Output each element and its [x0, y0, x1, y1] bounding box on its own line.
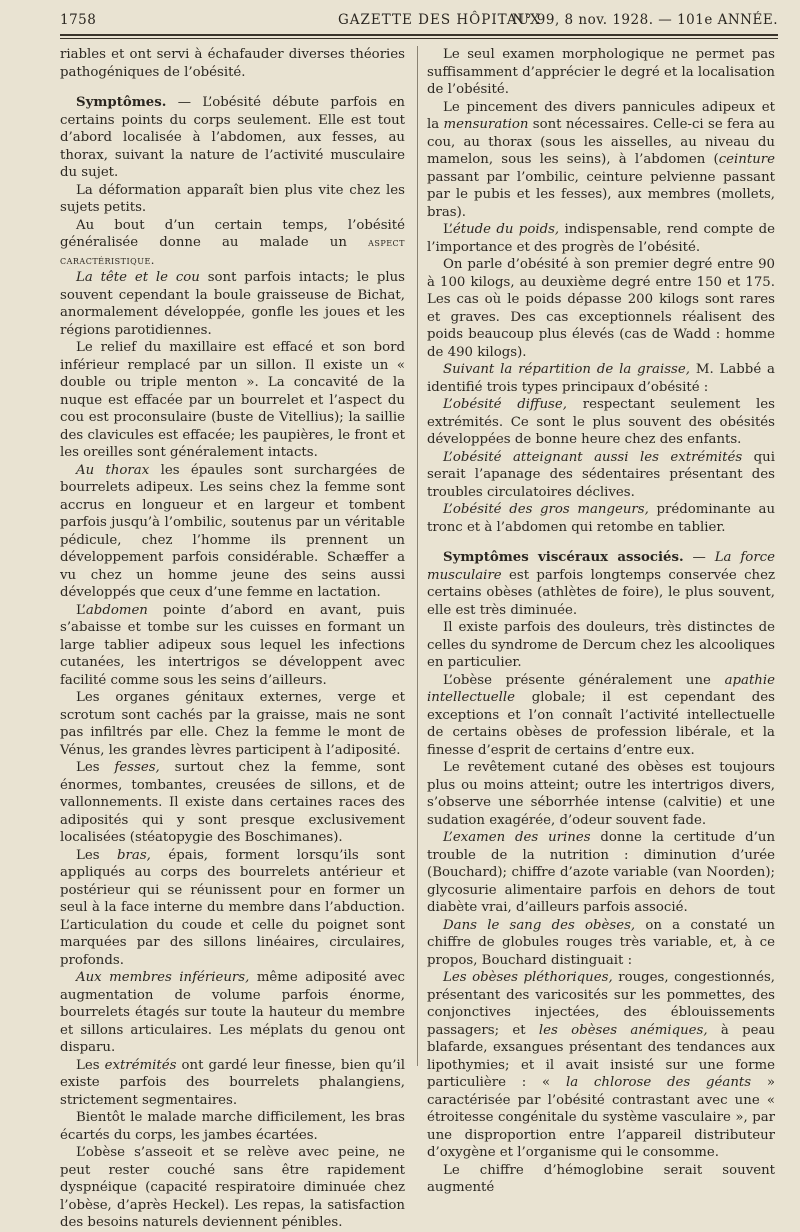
- text-run: Les organes génitaux externes, verge et scrotum sont cachés par la graisse, mais ne sont pas infiltrés par elle. Chez la femme le mont de Vénus, les grandes lèvres participent à l’adiposité.: [60, 690, 405, 758]
- text-run: même adiposité avec augmentation de volume parfois énorme, bourrelets étagés sur toute la hauteur du membre et sillons articulaires. Les méplats du genou ont disparu.: [60, 970, 406, 1055]
- text-run: M. Labbé a identifié trois types principaux d’obésité :: [427, 362, 775, 395]
- text-run: respectant seulement les extrémités. Ce sont le plus souvent des obésités développées de bonne heure chez des enfants.: [427, 397, 775, 447]
- paragraph: [427, 46, 775, 99]
- text-run: rouges, congestionnés, présentant des varicosités sur les pommettes, des conjonctives injectées, des éblouissements passagers; et: [427, 970, 775, 1038]
- italic-term: extrémités: [104, 1057, 177, 1073]
- text-run: Le pincement des divers pannicules adipeux et la: [427, 99, 775, 132]
- text-run: Le seul examen morphologique ne permet pas suffisamment d’apprécier le degré et la localisation de l’obésité.: [427, 47, 775, 97]
- text-run: qui serait l’apanage des sédentaires présentant des troubles circulatoires déclives.: [427, 449, 775, 500]
- paragraph: [60, 46, 405, 81]
- paragraph: [60, 1144, 405, 1232]
- text-run: La déformation apparaît bien plus vite chez les sujets petits.: [60, 182, 405, 215]
- italic-term: L’obésité atteignant aussi les extrémités: [443, 449, 743, 465]
- paragraph: [60, 1109, 405, 1144]
- text-run: sont parfois intacts; le plus souvent cependant la boule graisseuse de Bichat, anormalement développée, gonfle les joues et les régions parotidiennes.: [60, 270, 406, 338]
- paragraph: [427, 449, 775, 502]
- section-heading: Symptômes viscéraux associés.: [443, 550, 684, 565]
- italic-term: Aux membres inférieurs,: [76, 970, 250, 985]
- left-column: [60, 46, 405, 1232]
- paragraph: [60, 969, 405, 1057]
- paragraph: [427, 549, 775, 619]
- paragraph: [60, 759, 405, 847]
- paragraph: [427, 396, 775, 449]
- header-rule-thin: [60, 38, 778, 39]
- paragraph: [60, 689, 405, 759]
- text-run: Les: [76, 760, 115, 775]
- italic-term: La force musculaire: [427, 550, 775, 583]
- text-run: Il existe parfois des douleurs, très distinctes de celles du syndrome de Dercum chez les alcooliques en particulier.: [427, 620, 775, 670]
- text-run: Les: [76, 1057, 105, 1073]
- text-run: L’: [443, 222, 453, 237]
- text-run: sont nécessaires. Celle-ci se fera au cou, au thorax (sous les aisselles, au niveau du mamelon, sous les seins), à l’abdomen (: [427, 117, 775, 167]
- paragraph: [427, 759, 775, 829]
- text-run: prédominante au tronc et à l’abdomen qui retombe en tablier.: [427, 502, 776, 535]
- italic-term: Dans le sang des obèses,: [443, 917, 636, 933]
- paragraph: [60, 847, 405, 970]
- column-divider: [417, 46, 418, 1066]
- paragraph: [427, 829, 775, 917]
- text-run: Bientôt le malade marche difficilement, les bras écartés du corps, les jambes écartées.: [60, 1110, 405, 1143]
- text-run: Les: [76, 847, 118, 863]
- text-run: épais, forment lorsqu’ils sont appliqués au corps des bourrelets antérieur et postérieur qui se réunissent pour en former un seul à la face interne du membre dans l’abduction. L’articulation du coude et celle du poignet sont marquées par des sillons linéaires, circulaires, profonds.: [60, 847, 405, 968]
- italic-term: apathie intellectuelle: [427, 672, 775, 705]
- section-heading: Symptômes.: [76, 95, 167, 110]
- italic-term: L’examen des urines: [443, 830, 591, 845]
- italic-term: bras,: [117, 847, 151, 863]
- text-run: L’obèse présente généralement une: [443, 672, 725, 688]
- text-run: ont gardé leur finesse, bien qu’il existe parfois des bourrelets phalangiens, strictement segmentaires.: [60, 1057, 406, 1108]
- text-run: aspect caractéristique.: [60, 235, 405, 267]
- paragraph: [60, 339, 405, 462]
- issue-info: N° 99, 8 nov. 1928. — 101e ANNÉE.: [512, 12, 778, 28]
- text-run: L’obèse s’asseoit et se relève avec peine, ne peut rester couché sans être rapidement dyspnéique (capacité respiratoire diminuée chez l’obèse, d’après Heckel). Les repas, la satisfaction des besoins naturels deviennent pénibles.: [60, 1145, 405, 1230]
- text-run: riables et ont servi à échafauder diverses théories pathogéniques de l’obésité.: [60, 47, 405, 80]
- italic-term: et: [127, 270, 156, 285]
- italic-term: la chlorose des géants: [565, 1075, 752, 1090]
- paragraph: [60, 462, 405, 602]
- italic-term: les obèses anémiques,: [538, 1022, 708, 1038]
- italic-term: Au thorax: [76, 462, 150, 478]
- text-run: » caractérisée par l’obésité contrastant avec une « étroitesse congénitale du système vasculaire », par une disproportion entre l’appareil distributeur d’oxygène et l’organisme qui le consomme.: [427, 1075, 775, 1160]
- paragraph: [60, 217, 405, 270]
- italic-term: abdomen: [85, 602, 148, 618]
- journal-title: GAZETTE DES HÔPITAUX: [338, 12, 541, 28]
- italic-term: La: [76, 270, 101, 285]
- text-run: Le revêtement cutané des obèses est toujours plus ou moins atteint; outre les intertrigos divers, s’observe une séborrhée intense (calvitie) et une sudation exagérée, d’odeur souvent fade.: [427, 760, 775, 828]
- text-run: pointe d’abord en avant, puis s’abaisse et tombe sur les cuisses en formant un large tablier adipeux sous lequel les infections cutanées, les intertrigos se développent avec facilité comme sous les seins d’ailleurs.: [60, 602, 405, 688]
- text-run: les épaules sont surchargées de bourrelets adipeux. Les seins chez la femme sont accrus en longueur et en largeur et tombent parfois jusqu’à l’ombilic, soutenus par un véritable pédicule, chez l’homme ils prennent un développement parfois considérable. Schæffer a vu chez un homme jeune des seins aussi développés que ceux d’une femme en lactation.: [60, 462, 405, 600]
- paragraph: [60, 602, 405, 690]
- text-run: L’: [76, 602, 86, 618]
- page-header: [60, 10, 778, 32]
- text-run: — L’obésité débute parfois en certains points du corps seulement. Elle est tout d’abord localisée à l’abdomen, aux fesses, au thorax, suivant la nature de l’activité musculaire du sujet.: [60, 95, 405, 180]
- paragraph: [427, 969, 775, 1162]
- paragraph: [427, 1162, 775, 1197]
- text-run: Le relief du maxillaire est effacé et son bord inférieur remplacé par un sillon. Il existe un « double ou triple menton ». La concavité de la nuque est effacée par un bourrelet et l’aspect du cou est proconsulaire (buste de Vitellius); la saillie des clavicules est effacée; les paupières, le front et les oreilles sont généralement intacts.: [60, 340, 405, 460]
- text-run: Au bout d’un certain temps, l’obésité généralisée donne au malade un: [60, 217, 405, 250]
- paragraph: [427, 917, 775, 970]
- paragraph: [427, 619, 775, 672]
- text-run: —: [683, 550, 715, 565]
- text-run: donne la certitude d’un trouble de la nutrition : diminution d’urée (Bouchard); chiffre d’azote variable (van Noorden); glycosurie alimentaire parfois en dehors de tout diabète vrai, d’ailleurs parfois associé.: [427, 830, 776, 915]
- italic-term: le cou: [155, 270, 200, 285]
- text-run: Le chiffre d’hémoglobine serait souvent augmenté: [427, 1162, 775, 1195]
- right-column: [427, 46, 775, 1197]
- italic-term: ceinture: [718, 152, 775, 167]
- italic-term: L’obésité des gros mangeurs,: [443, 502, 649, 517]
- paragraph: [60, 94, 405, 182]
- text-run: passant par l’ombilic, ceinture pelvienne passant par le pubis et les fesses), aux membres (mollets, bras).: [427, 169, 775, 220]
- italic-term: Les obèses pléthoriques,: [443, 970, 613, 985]
- text-run: on a constaté un chiffre de globules rouges très variable, et, à ce propos, Bouchard distinguait :: [427, 917, 775, 968]
- paragraph: [60, 1057, 405, 1110]
- text-run: On parle d’obésité à son premier degré entre 90 à 100 kilogs, au deuxième degré entre 150 et 175. Les cas où le poids dépasse 200 kilogs sont rares et graves. Des cas exceptionnels réalisent des poids beaucoup plus élevés (cas de Wadd : homme de 490 kilogs).: [427, 257, 775, 360]
- italic-term: tête: [100, 270, 128, 285]
- paragraph: [60, 269, 405, 339]
- paragraph: [427, 361, 775, 396]
- italic-term: étude du poids,: [452, 222, 560, 237]
- italic-term: mensuration: [443, 117, 529, 132]
- text-run: surtout chez la femme, sont énormes, tombantes, creusées de sillons, et de vallonnements. Il existe dans certaines races des adiposités qui y sont presque exclusivement localisées (stéatopygie des Boschimanes).: [60, 760, 405, 845]
- page-number: 1758: [60, 12, 97, 28]
- paragraph: [427, 221, 775, 256]
- italic-term: Suivant la répartition de la graisse,: [443, 362, 690, 377]
- text-run: à peau blafarde, exsangues présentant des tendances aux lipothymies; et il avait insisté sur une forme particulière : «: [427, 1022, 775, 1090]
- paragraph: [427, 501, 775, 536]
- italic-term: fesses,: [114, 760, 160, 775]
- paragraph: [427, 99, 775, 222]
- text-run: globale; il est cependant des exceptions et l’on connaît l’activité intellectuelle de certains obèses de profession libérale, et la finesse d’esprit de certains d’entre eux.: [427, 690, 775, 758]
- paragraph: [427, 672, 775, 760]
- italic-term: L’obésité diffuse,: [443, 397, 567, 412]
- text-run: est parfois longtemps conservée chez certains obèses (athlètes de foire), le plus souvent, elle est très diminuée.: [427, 567, 775, 618]
- header-rule: [60, 34, 778, 36]
- paragraph: [427, 256, 775, 361]
- paragraph: [60, 182, 405, 217]
- text-run: indispensable, rend compte de l’importance et des progrès de l’obésité.: [427, 222, 775, 255]
